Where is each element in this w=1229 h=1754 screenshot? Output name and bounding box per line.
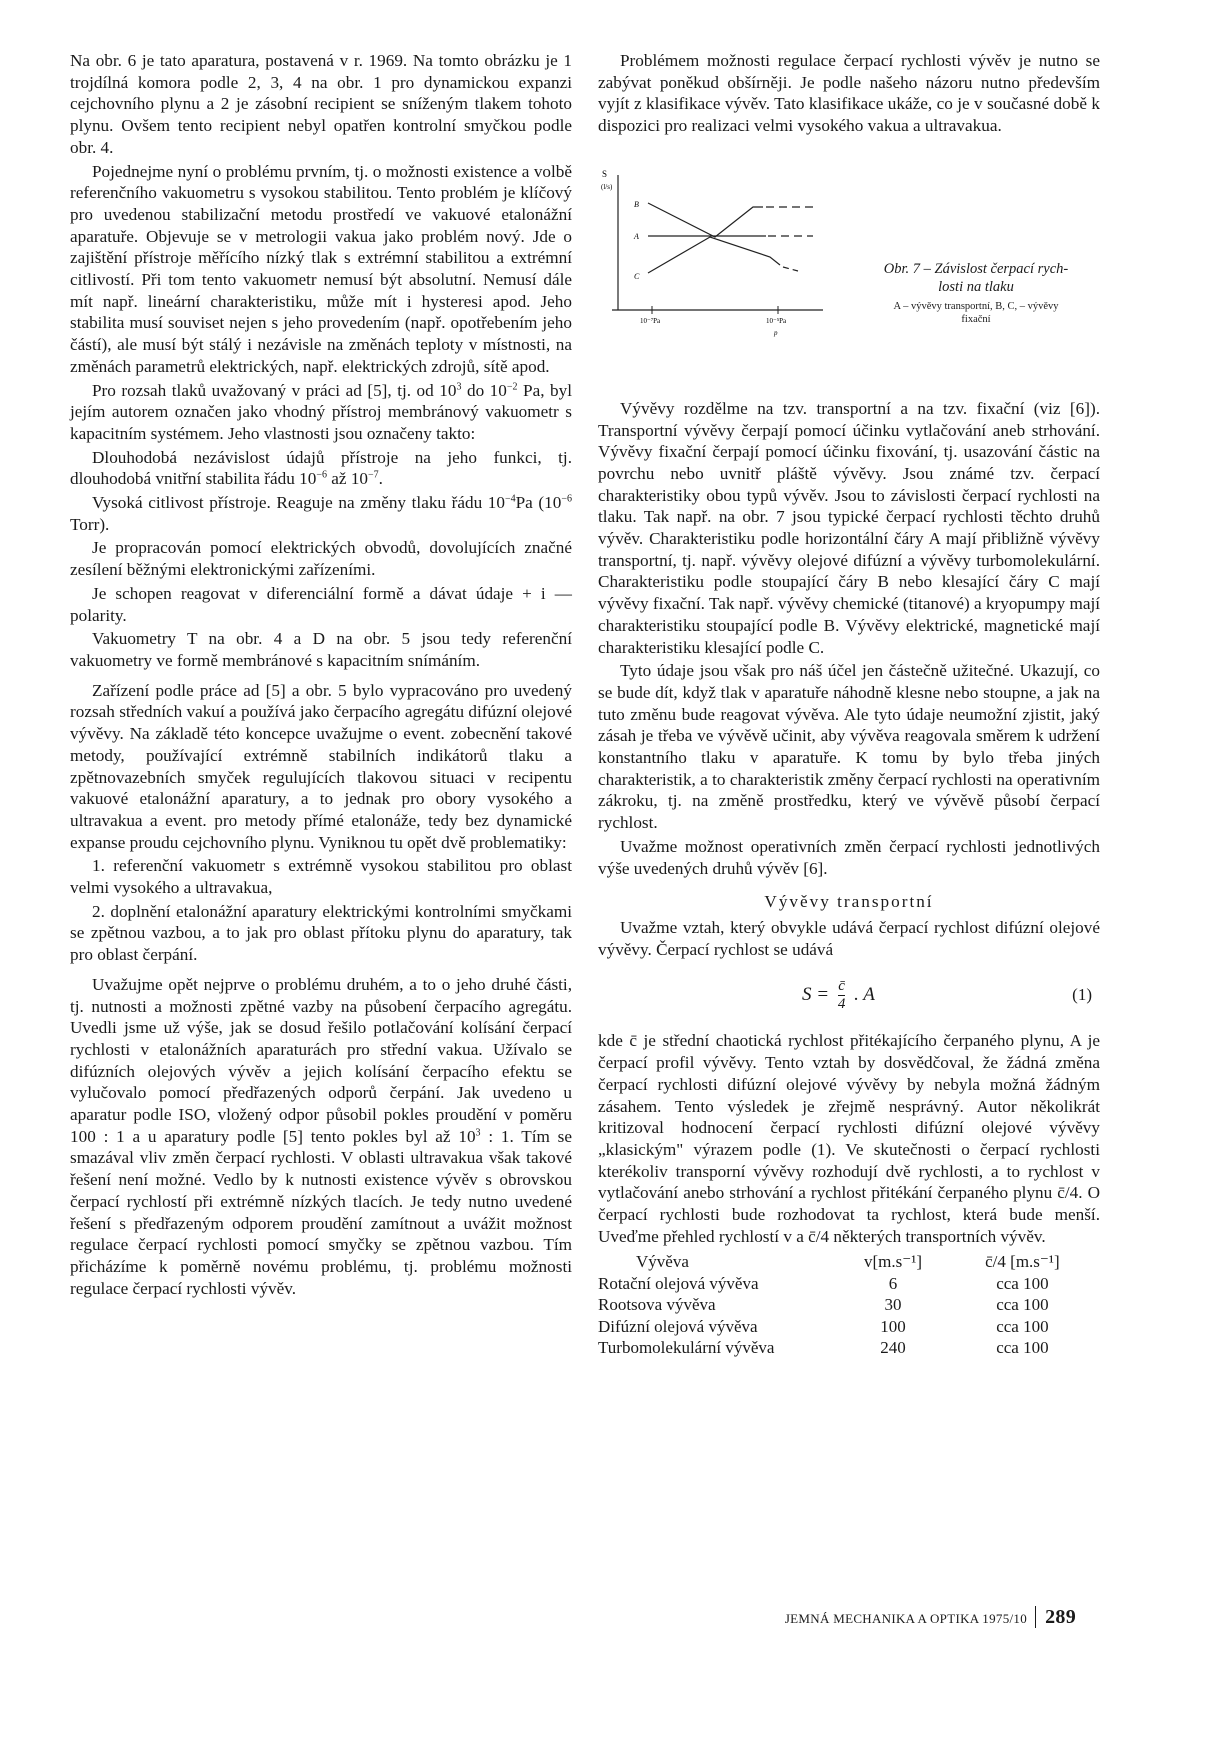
- table-cell: 30: [884, 1295, 902, 1315]
- table-cell: 240: [880, 1338, 906, 1358]
- table-cell: Rotační olejová vývěva: [598, 1273, 759, 1293]
- footer-divider: [1035, 1606, 1036, 1628]
- y-axis-unit: (l/s): [601, 182, 613, 191]
- page-footer: [770, 1606, 1110, 1630]
- page-number: 289: [1045, 1606, 1076, 1628]
- paragraph: Pro rozsah tlaků uvažovaný v práci ad [5], tj. od $10^3$ do $10^{-2}$ Pa, byl jejím autorem označen jako vhodný přístroj membránový vakuometr s kapacitním systémem. Jeho vlastnosti jsou označeny takto:: [70, 380, 572, 443]
- paragraph: Na obr. 6 je tato aparatura, postavená v r. 1969. Na tomto obrázku je 1 trojdílná komora podle 2, 3, 4 na obr. 1 pro dynamickou expanzi cejchovního plynu a 2 je zásobní recipient se sníženým tlakem tohoto plynu. Ovšem tento recipient nebyl opatřen kontrolní smyčkou podle obr. 4.: [70, 51, 572, 157]
- paragraph: Vysoká citlivost přístroje. Reaguje na změny tlaku řádu $10^{-4}Pa$ ($10^{-6}$ Torr).: [70, 493, 572, 534]
- table-cell: cca 100: [996, 1273, 1049, 1293]
- curve-label-a: A: [634, 231, 639, 241]
- equation-1: [598, 970, 1100, 1022]
- paragraph: Zařízení podle práce ad [5] a obr. 5 bylo vypracováno pro uvedený rozsah středních vakuí a používá jako čerpacího agregátu difúzní olejové vývěvy. Na základě této koncepce uvažujme o event. zobecnění takové metody, používající extrémně stabilních indikátorů tlaku a zpětnovazebních smyček regulujících tlakovou situaci v recipentu vakuové etalonážní aparatury, a to jednak pro obory vysokého a ultravakua a event. pro metody přímé etalonáže, tedy bez dynamické expanse proudu cejchovního plynu. Vyniknou tu opět dvě problematiky:: [70, 680, 572, 852]
- curve-c: [648, 237, 780, 273]
- x-tick-label-left: 10⁻⁷Pa: [640, 316, 661, 325]
- equation-number: (1): [1072, 985, 1092, 1005]
- table-row: [598, 1316, 1100, 1338]
- table-cell: Rootsova vývěva: [598, 1295, 716, 1315]
- figure-caption: Obr. 7 – Závislost čerpací rych- losti na tlaku: [883, 260, 1069, 295]
- table-row: [598, 1273, 1100, 1295]
- table-row: [598, 1294, 1100, 1316]
- paragraph: Tyto údaje jsou však pro náš účel jen částečně užitečné. Ukazují, co se bude dít, když tlak v aparatuře náhodně klesne nebo stoupne, a jak na tuto změnu bude reagovat vývěva. Ale tyto údaje neumožní zjistit, jaký zásah je třeba ve vývěvě učinit, aby vývěva reagovala směrem k udržení konstantního tlaku v aparatuře. K tomu by bylo třeba jiných charakteristik, a to charakteristik změny čerpací rychlosti na operativním zákroku, tj. na změně prostředku, který ve vývěvě působí čerpací rychlost.: [598, 661, 1100, 833]
- table-cell: 100: [880, 1316, 906, 1336]
- paragraph: Problémem možnosti regulace čerpací rychlosti vývěv je nutno se zabývat poněkud obšírněji. Je podle našeho názoru nutno především vyjít z klasifikace vývěv. Tato klasifikace ukáže, co je v současné době k dispozici pro realizaci velmi vysokého vakua a ultravakua.: [598, 51, 1100, 136]
- figure-7: [598, 155, 1100, 380]
- table-row: [598, 1337, 1100, 1359]
- equation: S = $\frac{c̄}{4}$ . A: [802, 978, 875, 1013]
- left-column: [70, 50, 572, 1301]
- table-cell: cca 100: [996, 1295, 1049, 1315]
- curve-label-c: C: [634, 271, 640, 281]
- x-axis-label: p: [774, 328, 778, 337]
- table-cell: Turbomolekulární vývěva: [598, 1338, 775, 1358]
- paragraph: Vakuometry T na obr. 4 a D na obr. 5 jsou tedy referenční vakuometry ve formě membránové s kapacitním snímáním.: [70, 629, 572, 670]
- table-cell: 6: [888, 1273, 898, 1293]
- table-cell: Difúzní olejová vývěva: [598, 1316, 758, 1336]
- curve-c-dashed: [783, 267, 798, 271]
- paragraph: Uvažme možnost operativních změn čerpací rychlosti jednotlivých výše uvedených druhů vývěv [6].: [598, 836, 1100, 878]
- pump-speed-table: [598, 1251, 1100, 1359]
- figure-legend: A – vývěvy transportní, B, C, – vývěvy fixační: [893, 300, 1059, 325]
- table-cell: cca 100: [996, 1338, 1049, 1358]
- x-tick-label-right: 10⁻⁵Pa: [766, 316, 787, 325]
- paragraph: Uvažujme opět nejprve o problému druhém, a to o jeho druhé části, tj. nutnosti a možnosti zpětné vazby na působení čerpacího agregátu. Uvedli jsme už výše, jak se dosud řešilo potlačování kolísání čerpací rychlosti v etalonážních aparaturách pro střední vakua. Užívalo se difúzních olejových vývěv a jejich kolísání čerpacího efektu se vylučovalo pomocí předřazených odporů čerpání. Jak uvedeno u aparatur podle ISO, vložený odpor působil pokles proudění v poměru 100 : 1 a u aparatury podle [5] tento pokles byl až $10^3$ : 1. Tím se smazával vliv změn čerpací rychlosti. V oblasti ultravakua však takové řešení není možné. Vedlo by k nutnosti existence vývěv s obrovskou čerpací rychlostí při extrémně nízkých tlacích. Je tedy nutno uvedené řešení s předřazeným odporem proudění zamítnout a uvážit možnost regulace čerpací rychlosti pomocí smyčky se zpětnou vazbou. Tím přicházíme k poměrně novému problému, tj. problému možnosti regulace čerpací rychlosti vývěv.: [70, 974, 572, 1298]
- paragraph: Je schopen reagovat v diferenciální formě a dávat údaje + i — polarity.: [70, 583, 572, 625]
- right-column: [598, 50, 1100, 1359]
- paragraph: Vývěvy rozdělme na tzv. transportní a na tzv. fixační (viz [6]). Transportní vývěvy čerpají pomocí účinku vytlačování aneb strhování. Vývěvy fixační čerpají pomocí účinku fixování, tj. usazování částic na povrchu nebo uvnitř pláště vývěvy. Jsou známé tzv. čerpací charakteristiky obou typů vývěv. Jsou to závislosti čerpací rychlosti na tlaku. Tak např. na obr. 7 jsou typické čerpací rychlosti těchto druhů vývěv. Charakteristiku podle horizontální čáry A mají přibližně vývěvy transportní, tj. např. vývěvy olejové difúzní a vývěvy turbomolekulární. Charakteristiku podle stoupající čáry B nebo klesající čáry C mají vývěvy fixační. Tak např. vývěvy chemické (titanové) a kryopumpy mají charakteristiku stoupající podle B. Vývěvy elektrické, magnetické mají charakteristiku klesající podle C.: [598, 398, 1101, 657]
- table-header-row: [598, 1251, 1100, 1273]
- table-header: v[m.s⁻¹]: [864, 1252, 922, 1272]
- paragraph: Uvažme vztah, který obvykle udává čerpací rychlost difúzní olejové vývěvy. Čerpací rychlost se udává: [598, 917, 1100, 959]
- curve-b: [648, 203, 763, 237]
- table-cell: cca 100: [996, 1316, 1049, 1336]
- y-axis-label: S: [602, 168, 608, 179]
- paragraph: Je propracován pomocí elektrických obvodů, dovolujících značné zesílení běžnými elektronickými zařízeními.: [70, 538, 572, 580]
- section-heading: Vývěvy transportní: [764, 892, 934, 912]
- table-header: Vývěva: [636, 1252, 689, 1272]
- paragraph: 2. doplnění etalonážní aparatury elektrickými kontrolními smyčkami se zpětnou vazbou, a to jak pro oblast přítoku plynu do aparatury, tak pro oblast čerpání.: [70, 901, 572, 965]
- paragraph: Dlouhodobá nezávislost údajů přístroje na jeho funkci, tj. dlouhodobá vnitřní stabilita řádu $10^{-6}$ až $10^{-7}$.: [70, 447, 572, 489]
- paragraph: 1. referenční vakuometr s extrémně vysokou stabilitou pro oblast velmi vysokého a ultravakua,: [70, 856, 572, 898]
- journal-name: JEMNÁ MECHANIKA A OPTIKA 1975/10: [784, 1611, 1027, 1626]
- table-header: c̄/4 [m.s⁻¹]: [985, 1252, 1060, 1272]
- paragraph: kde c̄ je střední chaotická rychlost přitékajícího čerpaného plynu, A je čerpací profil vývěvy. Tento vztah by dosvědčoval, že žádná změna čerpací rychlosti difúzní olejové vývěvy by nebyla možná žádným zásahem. Tento výsledek je zřejmě nesprávný. Autor několikrát kritizoval hodnocení čerpací rychlosti difúzní olejové vývěvy „klasickým" výrazem podle (1). Ve skutečnosti o čerpací rychlosti kterékoliv transporní vývěvy rozhodují dvě rychlosti, a to rychlost v vytlačování anebo strhování a rychlost přitékání čerpaného plynu c̄/4. O čerpací rychlosti bude rozhodovat ta rychlost, která bude menší. Uveďme přehled rychlostí v a c̄/4 některých transportních vývěv.: [598, 1031, 1100, 1246]
- curve-label-b: B: [634, 199, 639, 209]
- paragraph: Pojednejme nyní o problému prvním, tj. o možnosti existence a volbě referenčního vakuometru s vysokou stabilitou. Tento problém je klíčový pro uvedenou stabilizační metodu prostředí ve vakuové etalonážní aparatuře. Objevuje se v metrologii vakua jako problém nový. Jde o zajištění přístroje měřícího nízký tlak s extrémní stabilitou a extrémní citlivostí. Při tom tento vakuometr nemusí být absolutní. Nemusí dále mít např. lineární charakteristiku, může mít i hysteresi apod. Jeho stabilita musí souviset nejen s jeho provedením (např. opotřebením jeho částí), ale musí být stálý i nezávisle na změnách teploty v místnosti, na změnách parametrů elektrických, např. elektrických zdrojů, sítě apod.: [70, 161, 572, 376]
- pumping-speed-diagram: [598, 155, 848, 380]
